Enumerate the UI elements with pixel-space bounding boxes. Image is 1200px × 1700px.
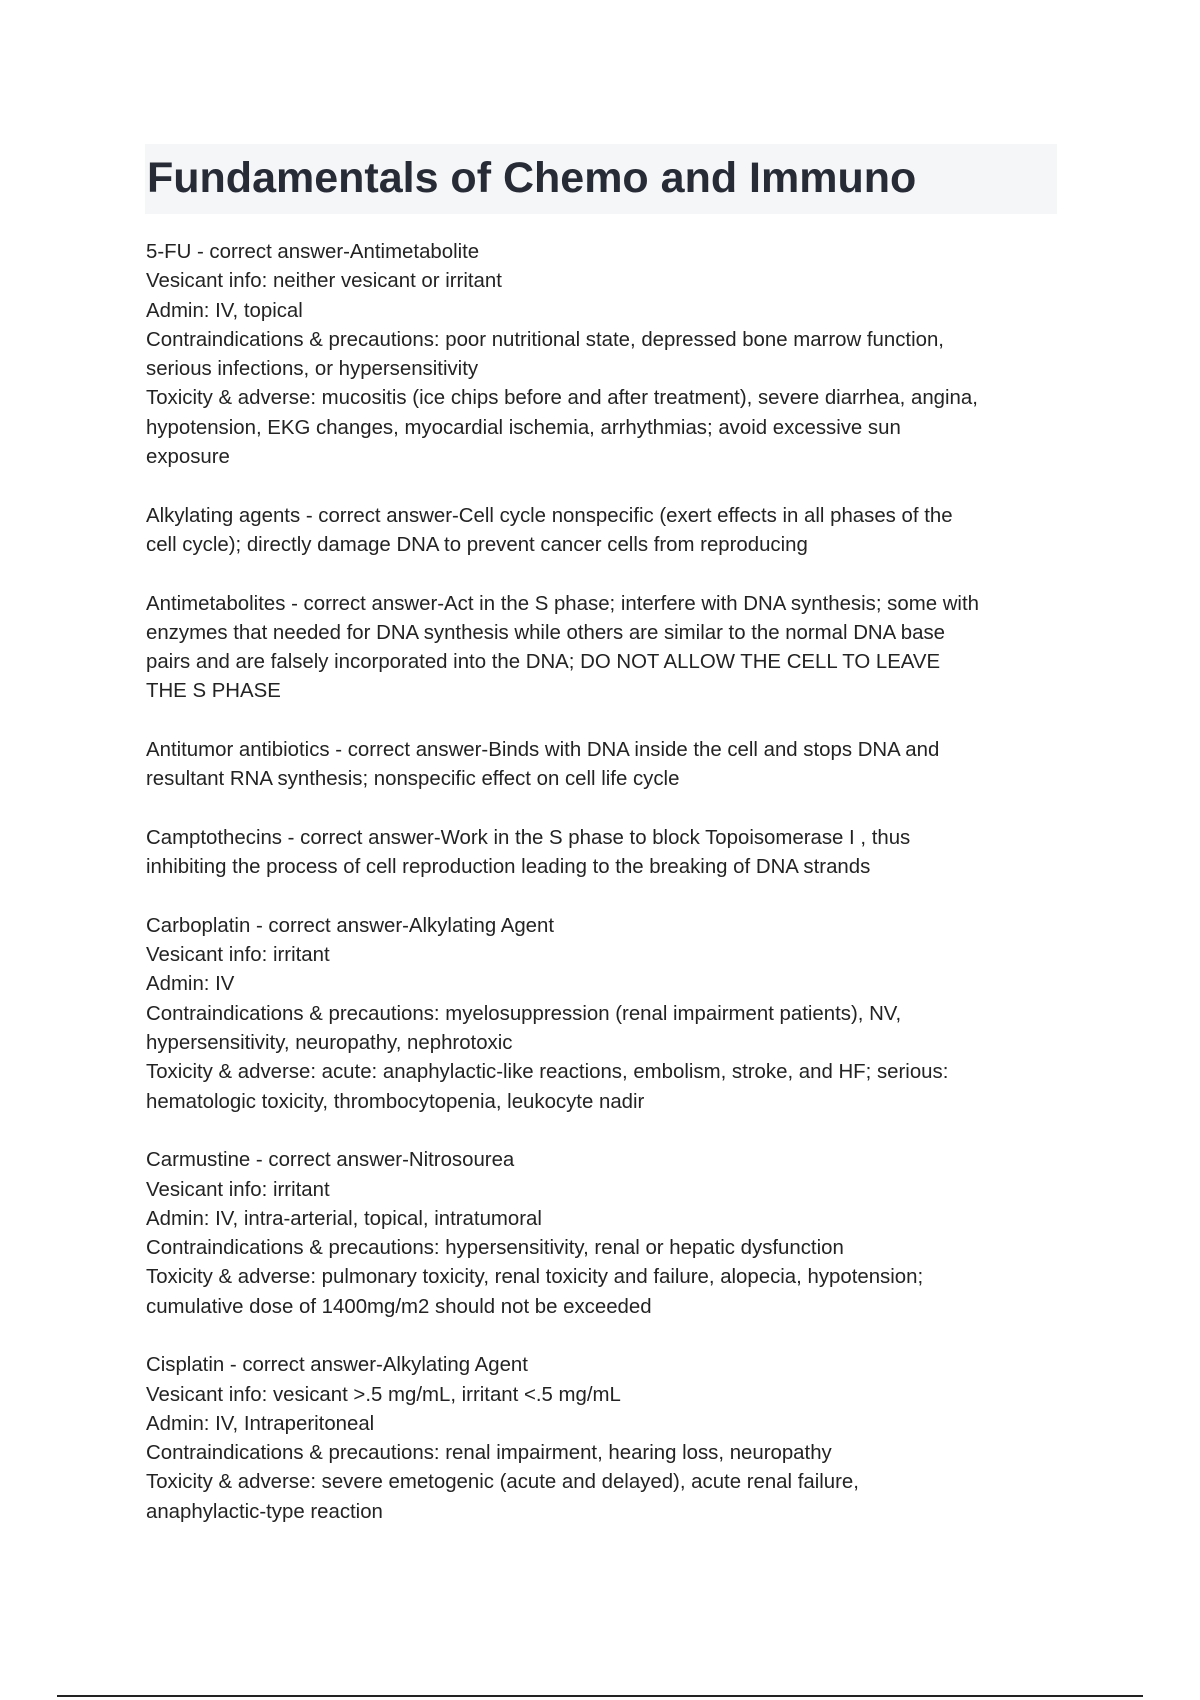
term-entry bbox=[146, 590, 1066, 707]
footer-divider bbox=[57, 1695, 1143, 1697]
term-entry bbox=[146, 1146, 1066, 1322]
term-definition-line: Camptothecins - correct answer-Work in the S phase to block Topoisomerase I , thus bbox=[146, 826, 911, 849]
term-detail-line: Admin: IV bbox=[146, 973, 235, 996]
term-definition-line: Carboplatin - correct answer-Alkylating Agent bbox=[146, 914, 555, 937]
term-entry bbox=[146, 736, 1066, 795]
title-banner bbox=[145, 144, 1057, 214]
term-entry bbox=[146, 824, 1066, 883]
term-detail-line: Contraindications & precautions: poor nutritional state, depressed bone marrow function, bbox=[146, 328, 944, 351]
term-detail-line: hematologic toxicity, thrombocytopenia, leukocyte nadir bbox=[146, 1090, 645, 1113]
term-detail-line: Admin: IV, intra-arterial, topical, intratumoral bbox=[146, 1207, 542, 1230]
term-detail-line: Vesicant info: irritant bbox=[146, 1178, 330, 1201]
term-detail-line: cell cycle); directly damage DNA to prevent cancer cells from reproducing bbox=[146, 533, 808, 556]
term-entry bbox=[146, 502, 1066, 561]
term-detail-line: exposure bbox=[146, 446, 230, 469]
page-title: Fundamentals of Chemo and Immuno bbox=[147, 154, 917, 202]
term-entry bbox=[146, 1351, 1066, 1527]
term-definition-line: Antitumor antibiotics - correct answer-Binds with DNA inside the cell and stops DNA and bbox=[146, 739, 940, 762]
term-detail-line: Vesicant info: neither vesicant or irritant bbox=[146, 270, 502, 293]
term-detail-line: Contraindications & precautions: renal impairment, hearing loss, neuropathy bbox=[146, 1442, 832, 1465]
term-detail-line: Vesicant info: vesicant >.5 mg/mL, irritant <.5 mg/mL bbox=[146, 1383, 621, 1406]
term-definition-line: Cisplatin - correct answer-Alkylating Agent bbox=[146, 1354, 528, 1377]
term-entry bbox=[146, 238, 1066, 472]
term-definition-line: Alkylating agents - correct answer-Cell cycle nonspecific (exert effects in all phases of the bbox=[146, 504, 953, 527]
term-detail-line: enzymes that needed for DNA synthesis while others are similar to the normal DNA base bbox=[146, 621, 946, 644]
term-detail-line: serious infections, or hypersensitivity bbox=[146, 358, 479, 381]
term-detail-line: Admin: IV, topical bbox=[146, 299, 303, 322]
term-detail-line: Admin: IV, Intraperitoneal bbox=[146, 1412, 375, 1435]
term-definition-line: Antimetabolites - correct answer-Act in the S phase; interfere with DNA synthesis; some with bbox=[146, 592, 979, 615]
term-detail-line: hypotension, EKG changes, myocardial ischemia, arrhythmias; avoid excessive sun bbox=[146, 416, 901, 439]
term-detail-line: Toxicity & adverse: mucositis (ice chips before and after treatment), severe diarrhea, angina, bbox=[146, 387, 978, 410]
term-detail-line: THE S PHASE bbox=[146, 680, 281, 703]
term-detail-line: resultant RNA synthesis; nonspecific effect on cell life cycle bbox=[146, 768, 680, 791]
term-detail-line: Contraindications & precautions: hypersensitivity, renal or hepatic dysfunction bbox=[146, 1237, 844, 1260]
term-detail-line: Toxicity & adverse: severe emetogenic (acute and delayed), acute renal failure, bbox=[146, 1471, 859, 1494]
term-detail-line: cumulative dose of 1400mg/m2 should not be exceeded bbox=[146, 1295, 652, 1318]
term-detail-line: hypersensitivity, neuropathy, nephrotoxic bbox=[146, 1032, 513, 1055]
term-detail-line: Toxicity & adverse: pulmonary toxicity, renal toxicity and failure, alopecia, hypotension; bbox=[146, 1266, 924, 1289]
term-detail-line: anaphylactic-type reaction bbox=[146, 1500, 383, 1523]
term-detail-line: pairs and are falsely incorporated into the DNA; DO NOT ALLOW THE CELL TO LEAVE bbox=[146, 651, 941, 674]
term-entry bbox=[146, 912, 1066, 1117]
term-definition-line: 5-FU - correct answer-Antimetabolite bbox=[146, 241, 480, 263]
study-entries bbox=[146, 238, 1066, 1556]
term-detail-line: Toxicity & adverse: acute: anaphylactic-like reactions, embolism, stroke, and HF; serious: bbox=[146, 1061, 949, 1084]
term-definition-line: Carmustine - correct answer-Nitrosourea bbox=[146, 1149, 515, 1172]
term-detail-line: inhibiting the process of cell reproduction leading to the breaking of DNA strands bbox=[146, 856, 871, 879]
term-detail-line: Vesicant info: irritant bbox=[146, 944, 330, 967]
term-detail-line: Contraindications & precautions: myelosuppression (renal impairment patients), NV, bbox=[146, 1002, 902, 1025]
